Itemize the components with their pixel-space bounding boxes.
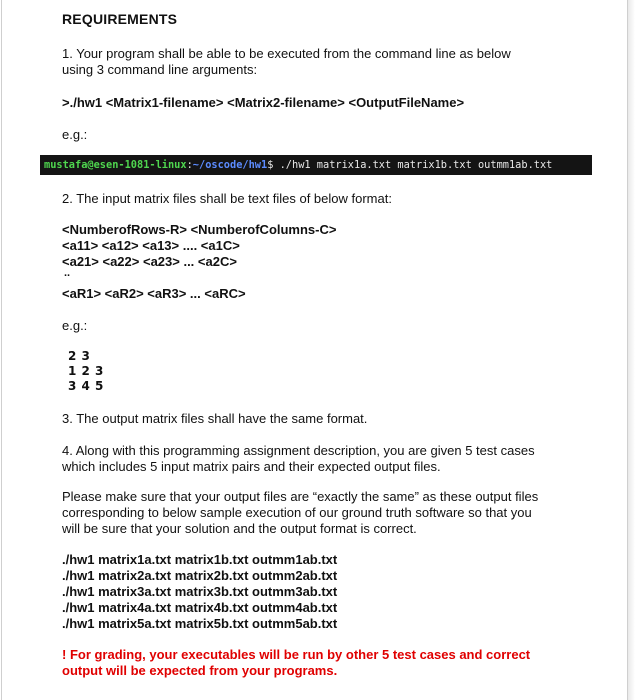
command-list-item: ./hw1 matrix1a.txt matrix1b.txt outmm1ab.txt (62, 552, 338, 567)
format-line-row1: <a11> <a12> <a13> .... <a1C> (62, 238, 240, 253)
command-list-item: ./hw1 matrix3a.txt matrix3b.txt outmm3ab.txt (62, 584, 338, 599)
terminal-path: ~/oscode/hw1 (192, 159, 268, 171)
req2-line1: 2. The input matrix files shall be text files of below format: (62, 191, 392, 206)
example-row2: 3 4 5 (68, 379, 104, 393)
example-dimensions: 2 3 (68, 349, 91, 363)
terminal-prompt: $ (267, 159, 274, 171)
req3-text: 3. The output matrix files shall have the same format. (62, 411, 368, 426)
usage-syntax: >./hw1 <Matrix1-filename> <Matrix2-filename> <OutputFileName> (62, 95, 465, 110)
terminal-separator: : (186, 159, 193, 171)
page-heading: REQUIREMENTS (62, 11, 178, 27)
terminal-user-host: mustafa@esen-1081-linux (44, 159, 187, 171)
page-border-left (1, 0, 2, 700)
req4-line1: 4. Along with this programming assignment description, you are given 5 test cases (62, 443, 535, 458)
req1-line1: 1. Your program shall be able to be executed from the command line as below (62, 46, 511, 61)
format-line-header: <NumberofRows-R> <NumberofColumns-C> (62, 222, 337, 237)
command-list-item: ./hw1 matrix4a.txt matrix4b.txt outmm4ab.txt (62, 600, 338, 615)
grading-warning-line2: output will be expected from your programs. (62, 663, 338, 678)
command-list-item: ./hw1 matrix2a.txt matrix2b.txt outmm2ab.txt (62, 568, 338, 583)
terminal-command-example (40, 155, 592, 175)
terminal-command: ./hw1 matrix1a.txt matrix1b.txt outmm1ab.txt (273, 159, 553, 171)
note-line2: corresponding to below sample execution of our ground truth software so that you (62, 505, 532, 520)
req1-line2: using 3 command line arguments: (62, 62, 258, 77)
req2-eg-label: e.g.: (62, 318, 88, 333)
example-row1: 1 2 3 (68, 364, 104, 378)
req4-line2: which includes 5 input matrix pairs and their expected output files. (62, 459, 441, 474)
format-line-row2: <a21> <a22> <a23> ... <a2C> (62, 254, 237, 269)
command-list-item: ./hw1 matrix5a.txt matrix5b.txt outmm5ab.txt (62, 616, 338, 631)
grading-warning-line1: ! For grading, your executables will be run by other 5 test cases and correct (62, 647, 531, 662)
format-ellipsis: .. (64, 267, 71, 279)
req1-eg-label: e.g.: (62, 127, 88, 142)
page-shadow (628, 0, 635, 700)
note-line3: will be sure that your solution and the output format is correct. (62, 521, 417, 536)
format-line-rowR: <aR1> <aR2> <aR3> ... <aRC> (62, 286, 246, 301)
note-line1: Please make sure that your output files are “exactly the same” as these output files (62, 489, 539, 504)
